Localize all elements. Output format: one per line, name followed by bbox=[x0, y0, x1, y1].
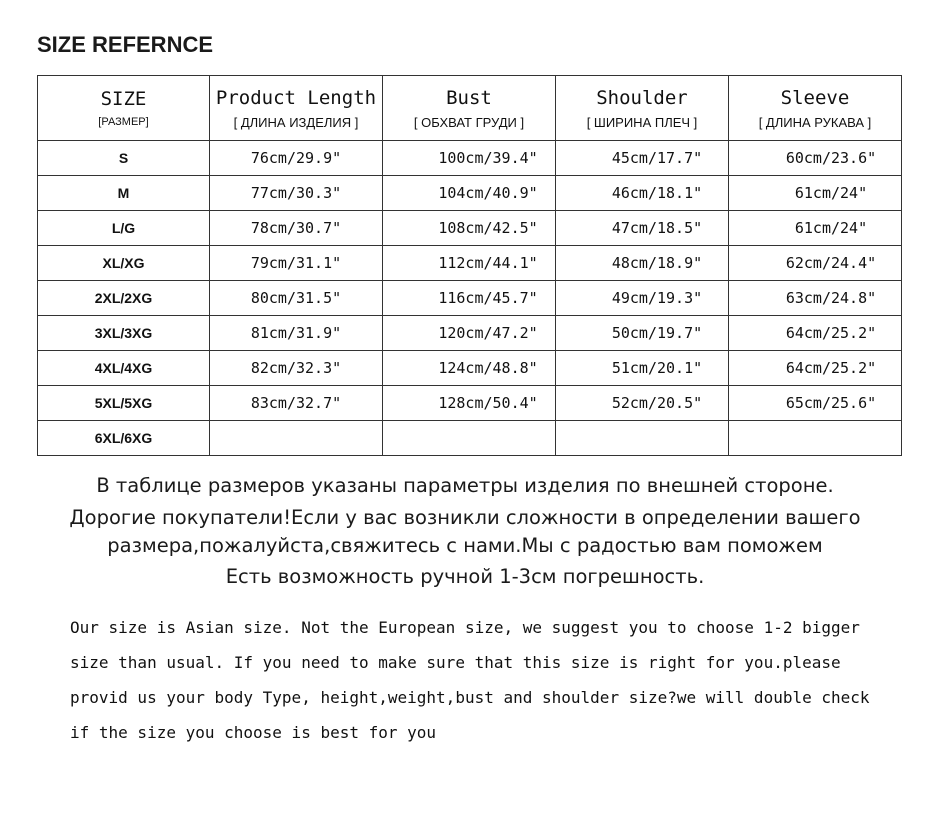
sleeve-cell: 64cm/25.2" bbox=[729, 351, 902, 386]
length-cell: 77cm/30.3" bbox=[210, 176, 383, 211]
sleeve-cell: 64cm/25.2" bbox=[729, 316, 902, 351]
shoulder-cell: 47cm/18.5" bbox=[556, 211, 729, 246]
shoulder-cell: 46cm/18.1" bbox=[556, 176, 729, 211]
shoulder-cell: 45cm/17.7" bbox=[556, 141, 729, 176]
russian-note-line: В таблице размеров указаны параметры изделия по внешней стороне. bbox=[96, 474, 834, 497]
page-title: SIZE REFERNCE bbox=[37, 32, 214, 57]
size-cell: S bbox=[38, 141, 210, 176]
table-header-row bbox=[38, 76, 902, 141]
table-row bbox=[38, 176, 902, 211]
bust-cell: 124cm/48.8" bbox=[383, 351, 556, 386]
size-cell: 4XL/4XG bbox=[38, 351, 210, 386]
length-cell: 79cm/31.1" bbox=[210, 246, 383, 281]
sleeve-cell: 61cm/24" bbox=[729, 211, 902, 246]
header-sleeve-label: Sleeve bbox=[780, 86, 850, 109]
length-cell: 81cm/31.9" bbox=[210, 316, 383, 351]
header-product-length-sublabel: [ ДЛИНА ИЗДЕЛИЯ ] bbox=[233, 114, 359, 130]
size-cell: L/G bbox=[38, 211, 210, 246]
shoulder-cell: 51cm/20.1" bbox=[556, 351, 729, 386]
shoulder-cell: 48cm/18.9" bbox=[556, 246, 729, 281]
table-row bbox=[38, 421, 902, 456]
table-row bbox=[38, 281, 902, 316]
length-cell: 82cm/32.3" bbox=[210, 351, 383, 386]
size-cell: 6XL/6XG bbox=[38, 421, 210, 456]
table-row bbox=[38, 316, 902, 351]
size-cell: XL/XG bbox=[38, 246, 210, 281]
length-cell: 80cm/31.5" bbox=[210, 281, 383, 316]
english-note-line: size than usual. If you need to make sure that this size is right for you.please bbox=[70, 653, 841, 672]
length-cell: 83cm/32.7" bbox=[210, 386, 383, 421]
table-row bbox=[38, 351, 902, 386]
sleeve-cell bbox=[729, 421, 902, 456]
shoulder-cell: 49cm/19.3" bbox=[556, 281, 729, 316]
bust-cell: 100cm/39.4" bbox=[383, 141, 556, 176]
header-shoulder bbox=[556, 76, 729, 141]
header-product-length-label: Product Length bbox=[215, 86, 377, 109]
header-size-sublabel: [РАЗМЕР] bbox=[98, 116, 149, 128]
russian-note-line: Дорогие покупатели!Если у вас возникли сложности в определении вашего bbox=[69, 506, 861, 529]
length-cell bbox=[210, 421, 383, 456]
russian-note-line: размера,пожалуйста,свяжитесь с нами.Мы с радостью вам поможем bbox=[107, 534, 823, 557]
table-row bbox=[38, 211, 902, 246]
header-shoulder-label: Shoulder bbox=[596, 86, 688, 109]
bust-cell: 116cm/45.7" bbox=[383, 281, 556, 316]
table-row bbox=[38, 246, 902, 281]
sleeve-cell: 62cm/24.4" bbox=[729, 246, 902, 281]
sleeve-cell: 60cm/23.6" bbox=[729, 141, 902, 176]
sleeve-cell: 61cm/24" bbox=[729, 176, 902, 211]
bust-cell: 108cm/42.5" bbox=[383, 211, 556, 246]
size-chart-table bbox=[37, 75, 902, 456]
bust-cell: 128cm/50.4" bbox=[383, 386, 556, 421]
header-bust bbox=[383, 76, 556, 141]
header-bust-sublabel: [ ОБХВАТ ГРУДИ ] bbox=[413, 114, 525, 130]
sleeve-cell: 63cm/24.8" bbox=[729, 281, 902, 316]
table-row bbox=[38, 141, 902, 176]
russian-note-line: Есть возможность ручной 1-3см погрешность. bbox=[225, 565, 705, 588]
table-row bbox=[38, 386, 902, 421]
length-cell: 78cm/30.7" bbox=[210, 211, 383, 246]
shoulder-cell bbox=[556, 421, 729, 456]
bust-cell: 104cm/40.9" bbox=[383, 176, 556, 211]
bust-cell: 112cm/44.1" bbox=[383, 246, 556, 281]
size-cell: 5XL/5XG bbox=[38, 386, 210, 421]
shoulder-cell: 52cm/20.5" bbox=[556, 386, 729, 421]
english-note-line: Our size is Asian size. Not the European size, we suggest you to choose 1-2 bigger bbox=[70, 618, 860, 637]
bust-cell: 120cm/47.2" bbox=[383, 316, 556, 351]
size-cell: 2XL/2XG bbox=[38, 281, 210, 316]
english-note-line: if the size you choose is best for you bbox=[70, 723, 437, 742]
length-cell: 76cm/29.9" bbox=[210, 141, 383, 176]
shoulder-cell: 50cm/19.7" bbox=[556, 316, 729, 351]
bust-cell bbox=[383, 421, 556, 456]
sleeve-cell: 65cm/25.6" bbox=[729, 386, 902, 421]
size-cell: 3XL/3XG bbox=[38, 316, 210, 351]
header-product-length bbox=[210, 76, 383, 141]
header-size-label: SIZE bbox=[100, 88, 147, 110]
english-note-line: provid us your body Type, height,weight,bust and shoulder size?we will double check bbox=[70, 688, 870, 707]
header-sleeve bbox=[729, 76, 902, 141]
header-size bbox=[38, 76, 210, 141]
size-cell: M bbox=[38, 176, 210, 211]
header-bust-label: Bust bbox=[446, 86, 492, 109]
header-sleeve-sublabel: [ ДЛИНА РУКАВА ] bbox=[758, 114, 872, 130]
header-shoulder-sublabel: [ ШИРИНА ПЛЕЧ ] bbox=[586, 114, 698, 130]
